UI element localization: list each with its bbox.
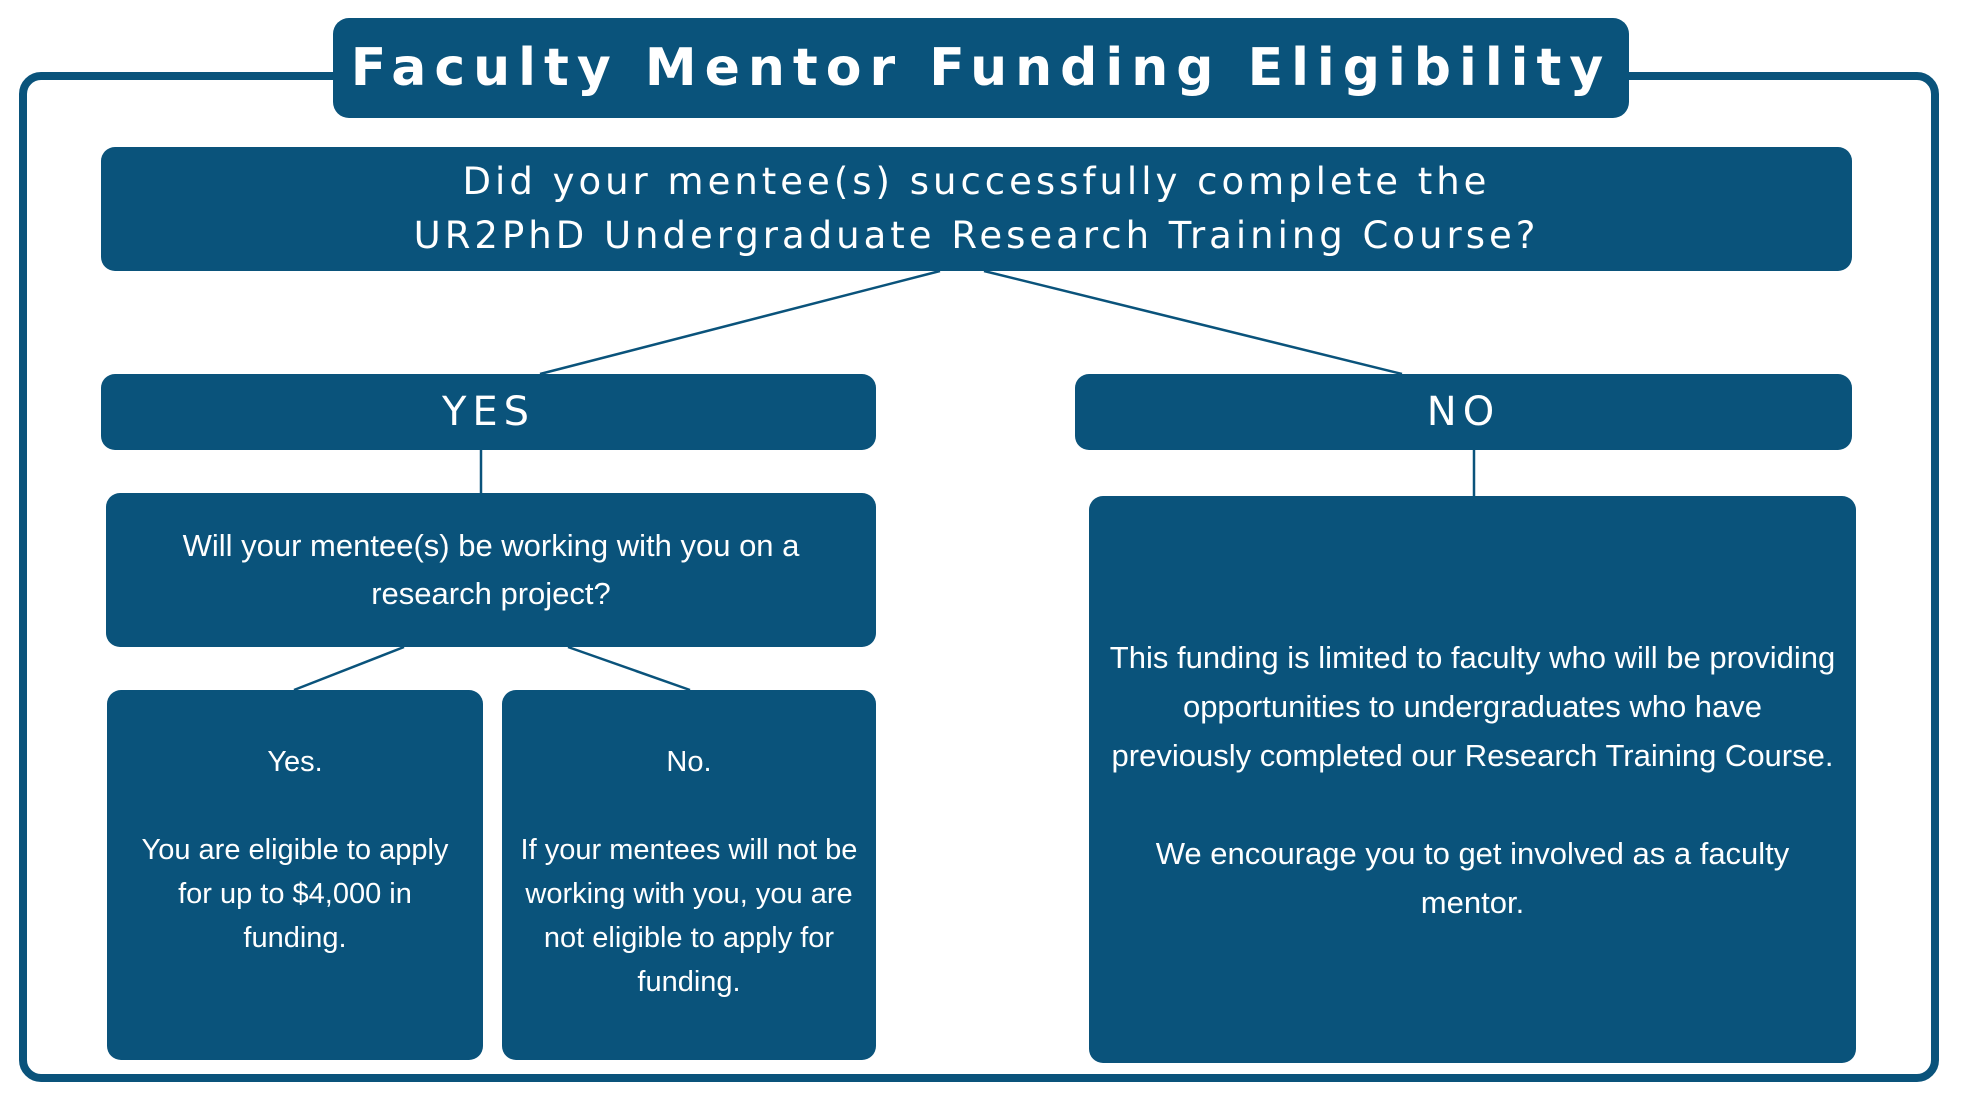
sub-question-box <box>106 493 876 647</box>
answer-no-title: No. <box>666 746 712 778</box>
answer-yes-box <box>107 690 483 1060</box>
answer-no-text: If your mentees will not be working with you, you are not eligible to apply for funding. <box>520 834 858 998</box>
no-detail-paragraph-2: We encourage you to get involved as a faculty mentor. <box>1155 835 1790 920</box>
yes-branch-label: YES <box>441 389 536 435</box>
main-question-line-2: UR2PhD Undergraduate Research Training Course? <box>413 214 1540 257</box>
no-branch-label: NO <box>1426 389 1501 435</box>
title-banner <box>333 18 1629 118</box>
answer-yes-text: You are eligible to apply for up to $4,000 in funding. <box>141 834 449 954</box>
no-detail-box <box>1089 496 1856 1063</box>
yes-branch-box <box>101 374 876 450</box>
no-detail-paragraph-1: This funding is limited to faculty who will be providing opportunities to undergraduates who have previously completed our Research Training Course. <box>1109 639 1836 773</box>
diagram-title: Faculty Mentor Funding Eligibility <box>350 38 1612 98</box>
main-question-line-1: Did your mentee(s) successfully complete the <box>462 160 1491 203</box>
main-question-box <box>101 147 1852 271</box>
no-branch-box <box>1075 374 1852 450</box>
sub-question-text: Will your mentee(s) be working with you on a research project? <box>182 528 800 611</box>
answer-no-box <box>502 690 876 1060</box>
answer-yes-title: Yes. <box>267 746 323 778</box>
